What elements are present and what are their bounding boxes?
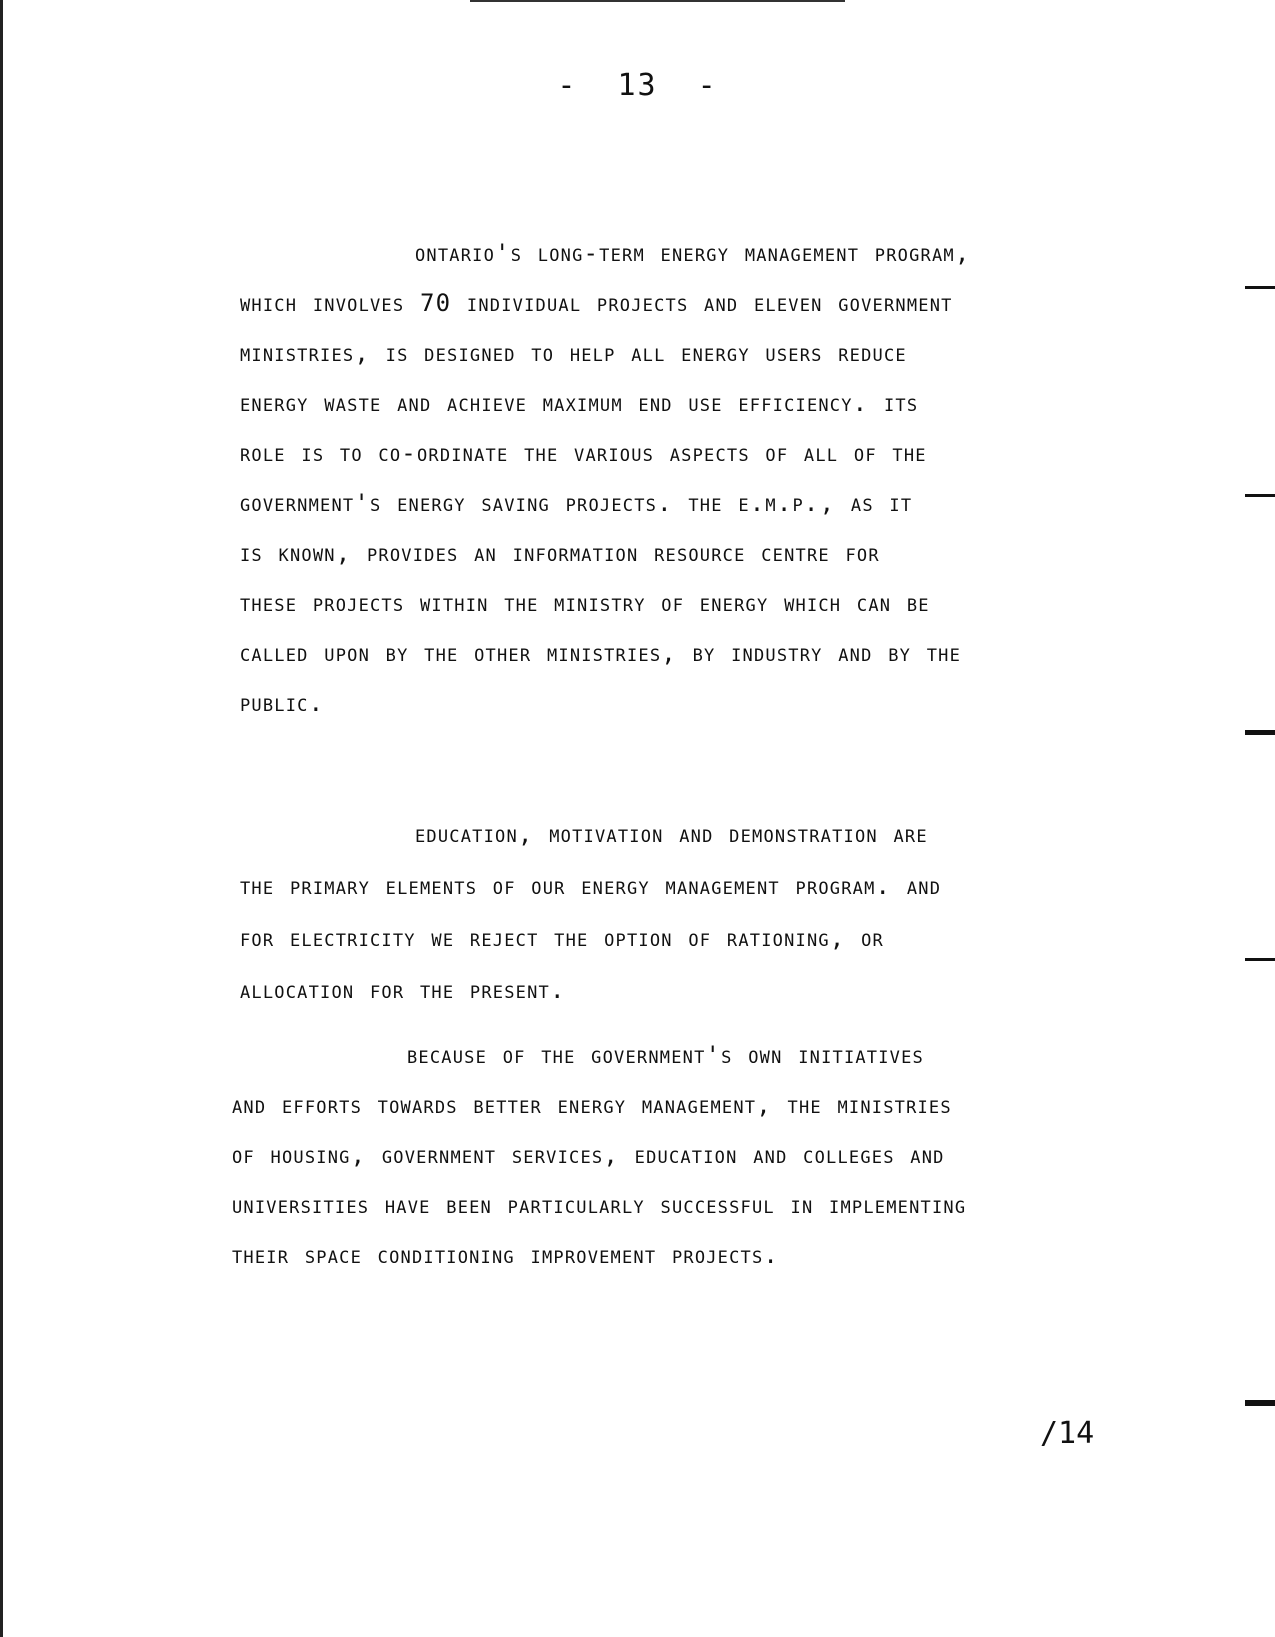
paragraph-line: universities have been particularly successful in implementing [232,1191,967,1219]
paragraph-line: called upon by the other ministries, by industry and by the [240,639,962,667]
edge-tick-mark [1245,730,1275,735]
paragraph-line: public. [240,689,325,717]
edge-tick-mark [1245,494,1275,497]
paragraph-line: the primary elements of our energy management program. and [240,872,942,900]
paragraph-line: ontario's long-term energy management program, [415,239,971,267]
paragraph-line: which involves 70 individual projects and eleven government [240,289,953,317]
paragraph-line: for electricity we reject the option of rationing, or [240,924,884,952]
paragraph-line: ministries, is designed to help all energy users reduce [240,339,907,367]
page-number [0,68,1275,103]
paragraph-line: and efforts towards better energy management, the ministries [232,1091,952,1119]
paragraph-line: role is to co-ordinate the various aspects of all of the [240,439,927,467]
edge-tick-mark [1245,286,1275,289]
paragraph-line: government's energy saving projects. the e.m.p., as it [240,489,913,517]
continuation-page-marker: /14 [1040,1416,1095,1451]
top-edge-rule [470,0,845,2]
edge-tick-mark [1245,958,1275,961]
paragraph-education-motivation [240,808,941,1016]
edge-tick-mark [1245,1400,1275,1406]
paragraph-line: these projects within the ministry of energy which can be [240,589,930,617]
paragraph-line: energy waste and achieve maximum end use efficiency. its [240,389,919,417]
paragraph-line: their space conditioning improvement projects. [232,1241,780,1269]
paragraph-line: education, motivation and demonstration are [415,820,928,848]
paragraph-line: allocation for the present. [240,976,566,1004]
paragraph-line: because of the government's own initiatives [407,1041,924,1069]
page-number-dash-left: - [557,68,578,103]
paragraph-line: is known, provides an information resource centre for [240,539,880,567]
page-number-value: 13 [617,68,658,103]
left-edge-rule [0,0,3,1637]
page-number-dash-right: - [697,68,718,103]
paragraph-line: of housing, government services, education and colleges and [232,1141,945,1169]
paragraph-energy-management-program [240,228,971,728]
paragraph-government-initiatives [232,1030,966,1280]
